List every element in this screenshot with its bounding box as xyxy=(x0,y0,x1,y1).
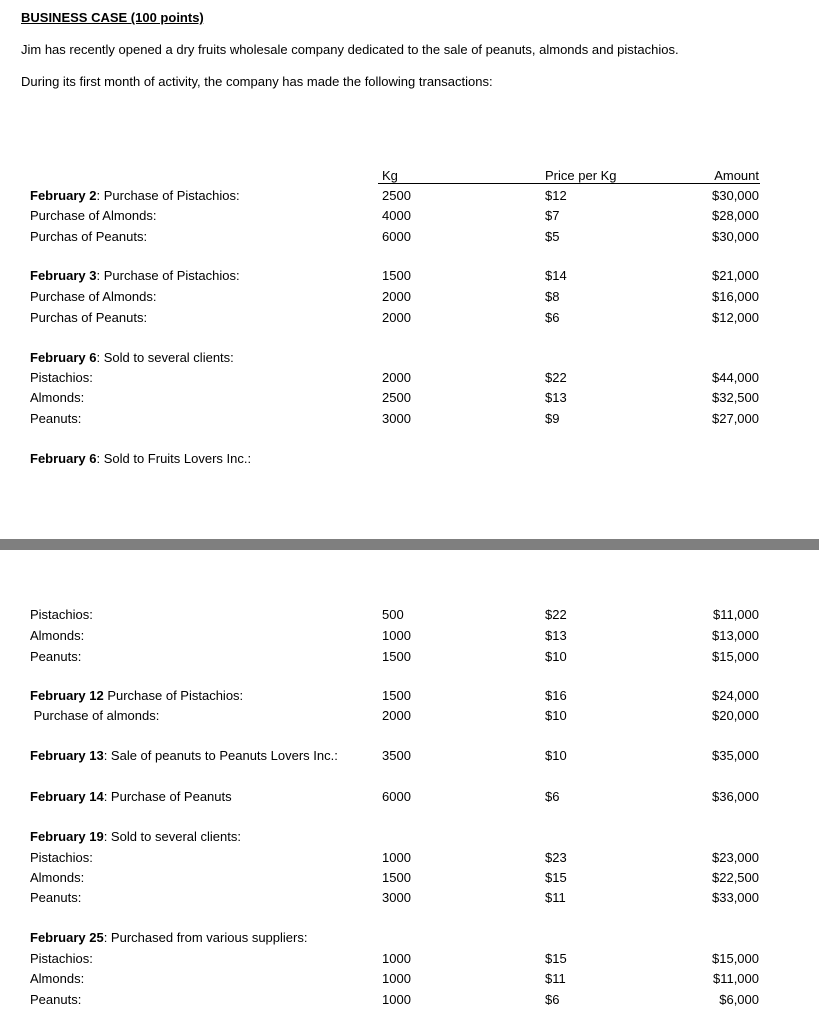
row-amount: $11,000 xyxy=(712,971,759,986)
row-amount: $44,000 xyxy=(712,370,759,385)
row-price: $6 xyxy=(545,992,560,1007)
row-description: Purchase of Almonds: xyxy=(30,289,157,304)
intro-line-1: Jim has recently opened a dry fruits wholesale company dedicated to the sale of peanuts, almonds and pistachios. xyxy=(21,42,679,57)
row-label xyxy=(30,971,84,987)
row-kg: 1000 xyxy=(382,971,411,986)
row-kg: 2000 xyxy=(382,289,411,304)
row-description: Purchas of Peanuts: xyxy=(30,229,148,244)
row-description: Pistachios: xyxy=(30,850,93,865)
row-price: $12 xyxy=(545,188,567,203)
row-date: February 6 xyxy=(30,451,97,466)
row-price: $16 xyxy=(545,688,567,703)
row-kg: 4000 xyxy=(382,208,411,223)
row-date: February 25 xyxy=(30,930,104,945)
row-kg: 2500 xyxy=(382,390,411,405)
row-kg: 3500 xyxy=(382,748,411,763)
row-amount: $15,000 xyxy=(712,951,759,966)
row-label xyxy=(30,188,240,204)
row-kg: 1000 xyxy=(382,951,411,966)
row-label xyxy=(30,289,156,305)
row-price: $9 xyxy=(545,411,560,426)
row-kg: 1500 xyxy=(382,649,411,664)
row-description: Peanuts: xyxy=(30,890,82,905)
row-amount: $35,000 xyxy=(712,748,759,763)
row-amount: $33,000 xyxy=(712,890,759,905)
row-amount: $11,000 xyxy=(712,607,759,622)
row-price: $5 xyxy=(545,229,560,244)
row-kg: 500 xyxy=(382,607,404,622)
row-price: $10 xyxy=(545,649,567,664)
row-label xyxy=(30,789,232,805)
row-label xyxy=(30,829,241,845)
row-amount: $16,000 xyxy=(712,289,759,304)
row-date: February 14 xyxy=(30,789,104,804)
row-label xyxy=(30,350,234,366)
row-label xyxy=(30,992,81,1008)
row-description: : Purchased from various suppliers: xyxy=(103,930,308,945)
row-amount: $30,000 xyxy=(712,229,759,244)
row-description: Peanuts: xyxy=(30,992,82,1007)
row-kg: 3000 xyxy=(382,411,411,426)
header-price: Price per Kg xyxy=(545,168,617,183)
header-amount: Amount xyxy=(714,168,759,183)
row-price: $6 xyxy=(545,789,560,804)
row-description: : Purchase of Pistachios: xyxy=(96,268,240,283)
row-kg: 6000 xyxy=(382,789,411,804)
row-description: Almonds: xyxy=(30,870,85,885)
row-label xyxy=(30,688,243,704)
row-price: $15 xyxy=(545,870,567,885)
row-label xyxy=(30,850,93,866)
row-description: : Sold to Fruits Lovers Inc.: xyxy=(96,451,252,466)
row-kg: 2000 xyxy=(382,310,411,325)
row-amount: $20,000 xyxy=(712,708,759,723)
row-label xyxy=(30,748,338,764)
row-price: $6 xyxy=(545,310,560,325)
row-amount: $21,000 xyxy=(712,268,759,283)
row-price: $10 xyxy=(545,708,567,723)
row-label xyxy=(30,951,93,967)
row-amount: $36,000 xyxy=(712,789,759,804)
row-kg: 1000 xyxy=(382,992,411,1007)
row-kg: 1000 xyxy=(382,628,411,643)
row-kg: 1500 xyxy=(382,870,411,885)
row-description: Almonds: xyxy=(30,971,85,986)
row-label xyxy=(30,370,93,386)
row-description: Pistachios: xyxy=(30,370,93,385)
row-kg: 3000 xyxy=(382,890,411,905)
row-label xyxy=(30,208,156,224)
row-price: $14 xyxy=(545,268,567,283)
row-description: Pistachios: xyxy=(30,607,93,622)
row-description: Peanuts: xyxy=(30,411,82,426)
row-label xyxy=(30,649,81,665)
row-price: $8 xyxy=(545,289,560,304)
row-label xyxy=(30,390,84,406)
row-amount: $12,000 xyxy=(712,310,759,325)
row-kg: 2000 xyxy=(382,708,411,723)
row-description: Purchas of Peanuts: xyxy=(30,310,148,325)
row-kg: 1000 xyxy=(382,850,411,865)
row-price: $23 xyxy=(545,850,567,865)
row-kg: 1500 xyxy=(382,688,411,703)
row-label xyxy=(30,628,84,644)
row-amount: $13,000 xyxy=(712,628,759,643)
row-label xyxy=(30,451,251,467)
row-amount: $22,500 xyxy=(712,870,759,885)
row-price: $11 xyxy=(545,890,566,905)
row-date: February 2 xyxy=(30,188,97,203)
row-price: $22 xyxy=(545,370,567,385)
row-kg: 2500 xyxy=(382,188,411,203)
row-kg: 1500 xyxy=(382,268,411,283)
row-description: Purchase of almonds: xyxy=(30,708,160,723)
row-label xyxy=(30,310,147,326)
row-date: February 3 xyxy=(30,268,97,283)
row-amount: $6,000 xyxy=(719,992,759,1007)
header-underline xyxy=(378,183,760,184)
row-description: Pistachios: xyxy=(30,951,93,966)
page-title: BUSINESS CASE (100 points) xyxy=(21,10,204,25)
row-label xyxy=(30,708,159,724)
row-price: $13 xyxy=(545,390,567,405)
row-amount: $30,000 xyxy=(712,188,759,203)
row-description: Almonds: xyxy=(30,390,85,405)
row-amount: $24,000 xyxy=(712,688,759,703)
row-label xyxy=(30,229,147,245)
row-date: February 12 xyxy=(30,688,104,703)
row-label xyxy=(30,268,240,284)
row-price: $22 xyxy=(545,607,567,622)
row-amount: $15,000 xyxy=(712,649,759,664)
row-date: February 19 xyxy=(30,829,104,844)
row-description: Almonds: xyxy=(30,628,85,643)
row-description: : Purchase of Peanuts xyxy=(103,789,232,804)
row-kg: 6000 xyxy=(382,229,411,244)
row-price: $10 xyxy=(545,748,567,763)
header-kg: Kg xyxy=(382,168,398,183)
row-date: February 6 xyxy=(30,350,97,365)
row-date: February 13 xyxy=(30,748,104,763)
section-divider xyxy=(0,539,819,550)
row-amount: $23,000 xyxy=(712,850,759,865)
row-description: Peanuts: xyxy=(30,649,82,664)
intro-line-2: During its first month of activity, the company has made the following transactions: xyxy=(21,74,493,89)
row-description: : Sold to several clients: xyxy=(96,350,234,365)
row-price: $13 xyxy=(545,628,567,643)
row-label xyxy=(30,890,81,906)
row-label xyxy=(30,607,93,623)
row-price: $7 xyxy=(545,208,560,223)
row-description: : Purchase of Pistachios: xyxy=(96,188,240,203)
row-amount: $32,500 xyxy=(712,390,759,405)
row-label xyxy=(30,411,81,427)
row-description: : Sale of peanuts to Peanuts Lovers Inc.: xyxy=(103,748,338,763)
row-label xyxy=(30,870,84,886)
row-label xyxy=(30,930,307,946)
row-amount: $28,000 xyxy=(712,208,759,223)
row-price: $11 xyxy=(545,971,566,986)
row-amount: $27,000 xyxy=(712,411,759,426)
row-description: Purchase of Almonds: xyxy=(30,208,157,223)
row-description: Purchase of Pistachios: xyxy=(103,688,244,703)
row-kg: 2000 xyxy=(382,370,411,385)
row-description: : Sold to several clients: xyxy=(103,829,241,844)
row-price: $15 xyxy=(545,951,567,966)
